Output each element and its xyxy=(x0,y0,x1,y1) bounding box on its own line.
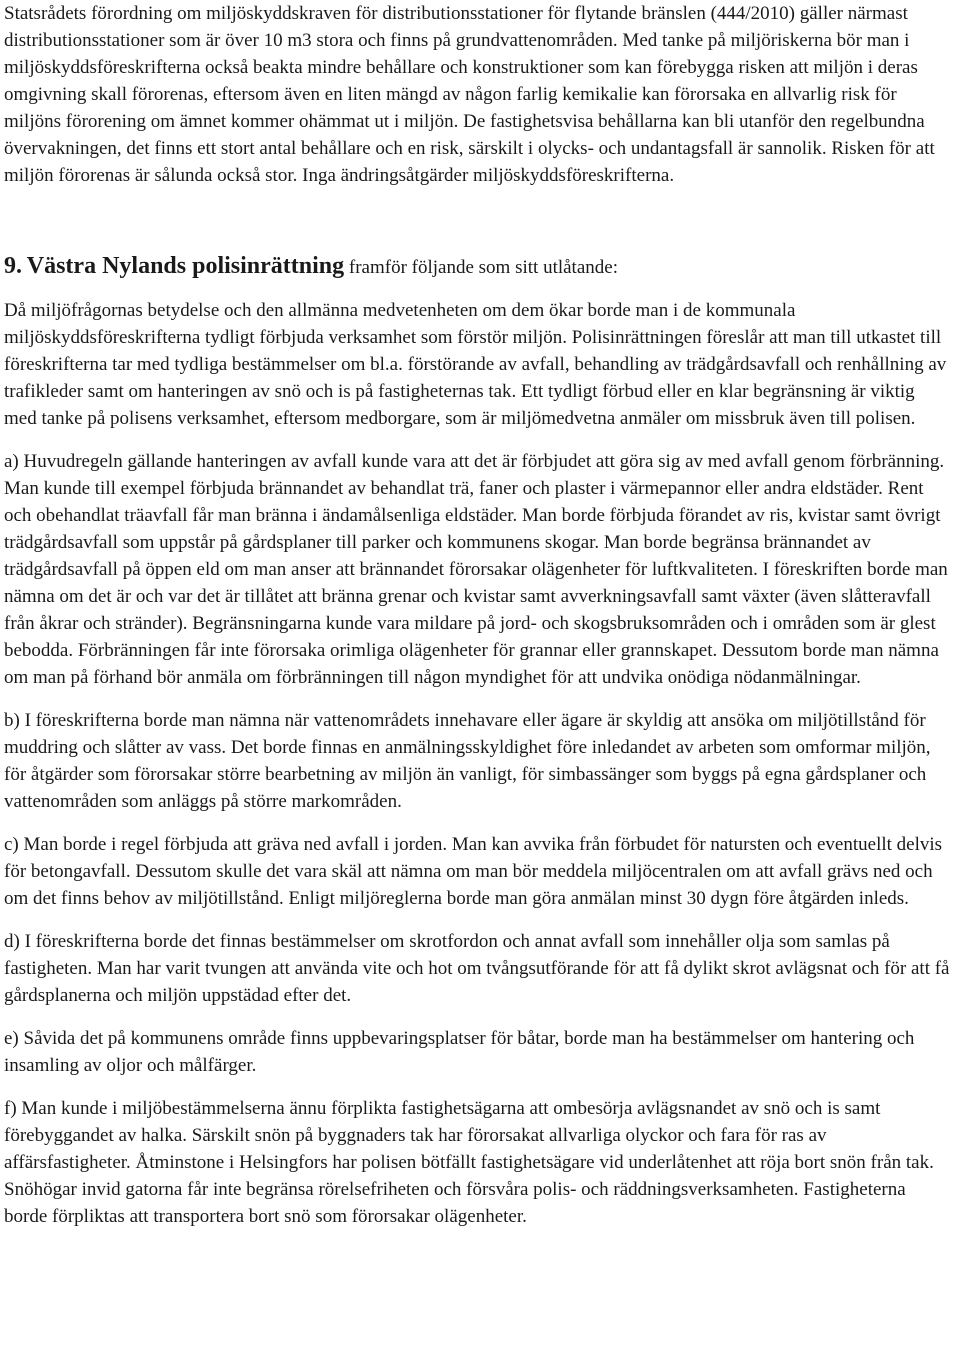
paragraph-b: b) I föreskrifterna borde man nämna när vattenområdets innehavare eller ägare är skyldig att ansöka om miljötillstånd för muddring och slåtter av vass. Det borde finnas en anmälningsskyldighet före inledandet av arbeten som omformar miljön, för åtgärder som förorsakar större bearbetning av miljön än vanligt, för simbassänger som byggs på egna gårdsplaner och vattenområden som anläggs på större markområden. xyxy=(4,710,931,812)
paragraph-f: f) Man kunde i miljöbestämmelserna ännu förplikta fastighetsägarna att ombesörja avlägsnandet av snö och is samt förebyggandet av halka. Särskilt snön på byggnaders tak har förorsakat allvarliga olyckor och fara för ras av affärsfastigheter. Åtminstone i Helsingfors har polisen bötfällt fastighetsägare vid underlåtenhet att röja bort snön från tak. Snöhögar invid gatorna får inte begränsa rörelsefriheten och försvåra polis- och räddningsverksamheten. Fastigheterna borde förpliktas att transportera bort snö som förorsakar olägenheter. xyxy=(4,1098,934,1227)
section-spacer xyxy=(4,189,950,251)
paragraph-main: Då miljöfrågornas betydelse och den allmänna medvetenheten om dem ökar borde man i de kommunala miljöskyddsföreskrifterna tydligt förbjuda verksamhet som förstör miljön. Polisinrättningen föreslår att man till utkastet till föreskrifterna tar med tydliga bestämmelser om bl.a. förstörande av avfall, behandling av trädgårdsavfall och renhållning av trafikleder samt om hanteringen av snö och is på fastigheternas tak. Ett tydligt förbud eller en klar begränsning är viktig med tanke på polisens verksamhet, eftersom medborgare, som är miljömedvetna anmäler om missbruk även till polisen. xyxy=(4,300,947,429)
paragraph-d: d) I föreskrifterna borde det finnas bestämmelser om skrotfordon och annat avfall som innehåller olja som samlas på fastigheten. Man har varit tvungen att använda vite och hot om tvångsutförande för att få dylikt skrot avlägsnat och för att få gårdsplanerna och miljön uppstädad efter det. xyxy=(4,931,950,1006)
paragraph-a: a) Huvudregeln gällande hanteringen av avfall kunde vara att det är förbjudet att göra sig av med avfall genom förbränning. Man kunde till exempel förbjuda brännandet av behandlat trä, faner och plaster i värmepannor eller andra eldstäder. Rent och obehandlat träavfall får man bränna i ändamålsenliga eldstäder. Man borde förbjuda förandet av ris, kvistar samt övrigt trädgårdsavfall som uppstår på gårdsplaner till parker och kommunens skogar. Man borde begränsa brännandet av trädgårdsavfall på öppen eld om man anser att brännandet förorsakar olägenheter för luftkvaliteten. I föreskriften borde man nämna om det är och var det är tillåtet att bränna grenar och kvistar samt avverkningsavfall samt växter (även slåtteravfall från åkrar och stränder). Begränsningarna kunde vara mildare på jord- och skogsbruksområden och i områden som är glest bebodda. Förbränningen får inte förorsaka orimliga olägenheter för grannar eller grannskapet. Dessutom borde man nämna om man på förhand bör anmäla om förbränningen till någon myndighet för att undvika onödiga nödanmälningar. xyxy=(4,451,948,688)
paragraph-c: c) Man borde i regel förbjuda att gräva ned avfall i jorden. Man kan avvika från förbudet för natursten och eventuellt delvis för betongavfall. Dessutom skulle det vara skäl att nämna om man bör meddela miljöcentralen om att avfall grävs ned och om det finns behov av miljötillstånd. Enligt miljöreglerna borde man göra anmälan minst 30 dygn före åtgärden inleds. xyxy=(4,834,943,909)
section-title: Västra Nylands polisinrättning xyxy=(26,253,345,279)
intro-paragraph: Statsrådets förordning om miljöskyddskraven för distributionsstationer för flytande bränslen (444/2010) gäller närmast distributionsstationer som är över 10 m3 stora och finns på grundvattenområden. Med tanke på miljöriskerna bör man i miljöskyddsföreskrifterna också beakta mindre behållare och konstruktioner som kan förebygga risken att miljön i deras omgivning skall förorenas, eftersom även en liten mängd av någon farlig kemikalie kan förorsaka en allvarlig risk för miljöns förorening om ämnet kommer ohämmat ut i miljön. De fastighetsvisa behållarna kan bli utanför den regelbundna övervakningen, det finns ett stort antal behållare och en risk, särskilt i olycks- och undantagsfall är sannolik. Risken för att miljön förorenas är sålunda också stor. Inga ändringsåtgärder miljöskyddsföreskrifterna. xyxy=(4,3,935,186)
paragraph-e: e) Såvida det på kommunens område finns uppbevaringsplatser för båtar, borde man ha bestämmelser om hantering och insamling av oljor och målfärger. xyxy=(4,1028,915,1076)
section-number: 9. xyxy=(4,253,22,279)
section-lead: framför följande som sitt utlåtande: xyxy=(344,257,618,278)
section-heading xyxy=(4,251,950,283)
